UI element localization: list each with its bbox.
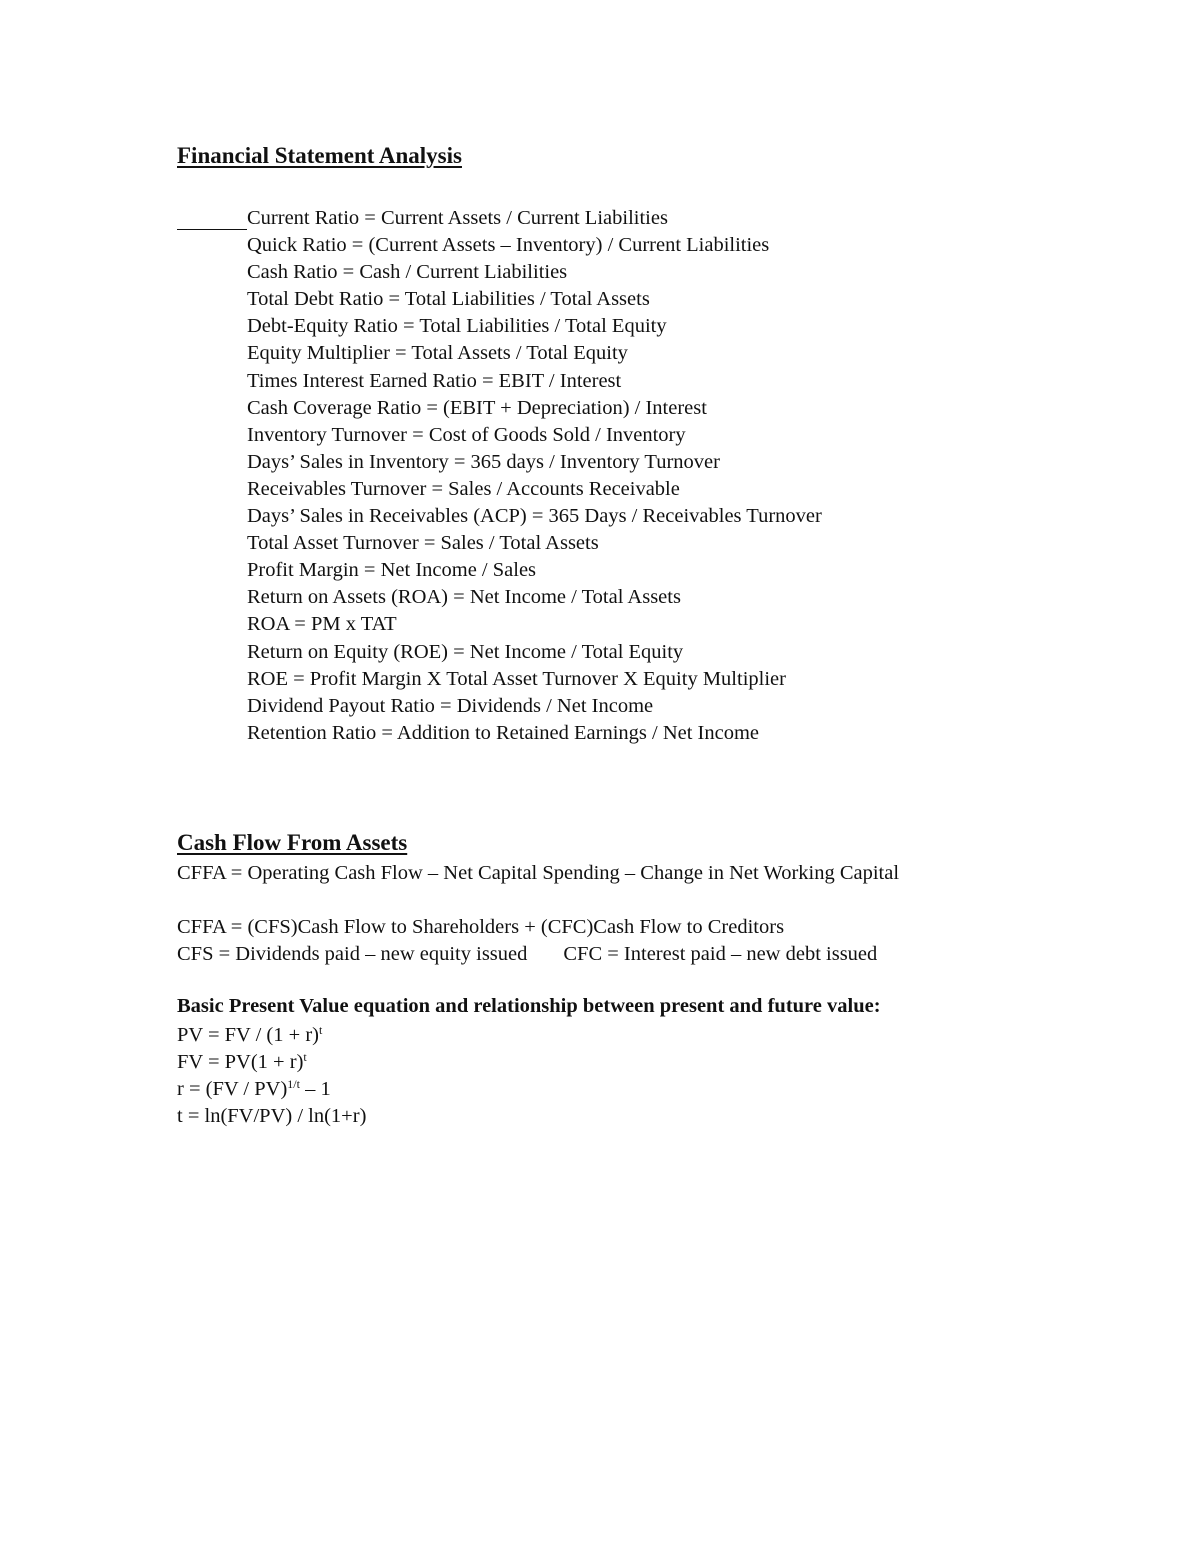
exponent: 1/t bbox=[287, 1077, 300, 1091]
formula-line: Cash Ratio = Cash / Current Liabilities bbox=[247, 261, 568, 284]
ratio-formula-list bbox=[247, 205, 822, 747]
present-value-heading: Basic Present Value equation and relationship between present and future value: bbox=[177, 995, 881, 1017]
cfs-formula: CFS = Dividends paid – new equity issued bbox=[177, 943, 528, 965]
fv-formula: FV = $PV(1 + r)^t$ bbox=[177, 1050, 307, 1073]
pv-formula: PV = FV / $(1 + r)^t$ bbox=[177, 1023, 323, 1046]
r-formula: r = (FV / PV)$^{1/t}$ – 1 bbox=[177, 1077, 331, 1100]
cfs-cfc-line bbox=[177, 941, 877, 968]
formula-line: ROA = PM x TAT bbox=[247, 613, 397, 636]
formula-line: ROE = Profit Margin X Total Asset Turnover X Equity Multiplier bbox=[247, 667, 786, 690]
formula-line: Profit Margin = Net Income / Sales bbox=[247, 559, 537, 582]
formula-line: Receivables Turnover = Sales / Accounts Receivable bbox=[247, 477, 680, 500]
present-value-formulas bbox=[177, 1022, 366, 1130]
formula-line: Quick Ratio = (Current Assets – Inventory) / Current Liabilities bbox=[247, 234, 770, 257]
formula-line: Total Asset Turnover = Sales / Total Assets bbox=[247, 532, 599, 555]
formula-line: Days’ Sales in Receivables (ACP) = 365 Days / Receivables Turnover bbox=[247, 505, 822, 528]
formula-line: Return on Assets (ROA) = Net Income / Total Assets bbox=[247, 586, 681, 609]
formula-line: Times Interest Earned Ratio = EBIT / Interest bbox=[247, 369, 622, 392]
section-title-cash-flow-from-assets: Cash Flow From Assets bbox=[177, 830, 408, 855]
leading-underline-rule bbox=[177, 229, 247, 230]
cffa-split-formula: CFFA = (CFS)Cash Flow to Shareholders + (CFC)Cash Flow to Creditors bbox=[177, 916, 785, 938]
formula-line: Debt-Equity Ratio = Total Liabilities / Total Equity bbox=[247, 315, 667, 338]
formula-line: Retention Ratio = Addition to Retained Earnings / Net Income bbox=[247, 721, 760, 744]
t-formula: t = ln(FV/PV) / ln(1+r) bbox=[177, 1105, 367, 1127]
formula-line: Total Debt Ratio = Total Liabilities / Total Assets bbox=[247, 288, 650, 311]
cfc-formula: CFC = Interest paid – new debt issued bbox=[563, 943, 878, 965]
exponent: t bbox=[318, 1023, 323, 1037]
formula-line: Return on Equity (ROE) = Net Income / Total Equity bbox=[247, 640, 684, 663]
formula-line: Dividend Payout Ratio = Dividends / Net Income bbox=[247, 694, 654, 717]
section-title-financial-statement-analysis: Financial Statement Analysis bbox=[177, 143, 462, 168]
formula-line: Cash Coverage Ratio = (EBIT + Depreciation) / Interest bbox=[247, 396, 707, 419]
formula-line: Current Ratio = Current Assets / Current Liabilities bbox=[247, 207, 668, 229]
formula-line: Equity Multiplier = Total Assets / Total Equity bbox=[247, 342, 628, 365]
exponent: t bbox=[303, 1050, 307, 1064]
formula-line: Inventory Turnover = Cost of Goods Sold / Inventory bbox=[247, 423, 686, 446]
cffa-definition: CFFA = Operating Cash Flow – Net Capital Spending – Change in Net Working Capital bbox=[177, 862, 900, 884]
formula-line: Days’ Sales in Inventory = 365 days / Inventory Turnover bbox=[247, 450, 720, 473]
